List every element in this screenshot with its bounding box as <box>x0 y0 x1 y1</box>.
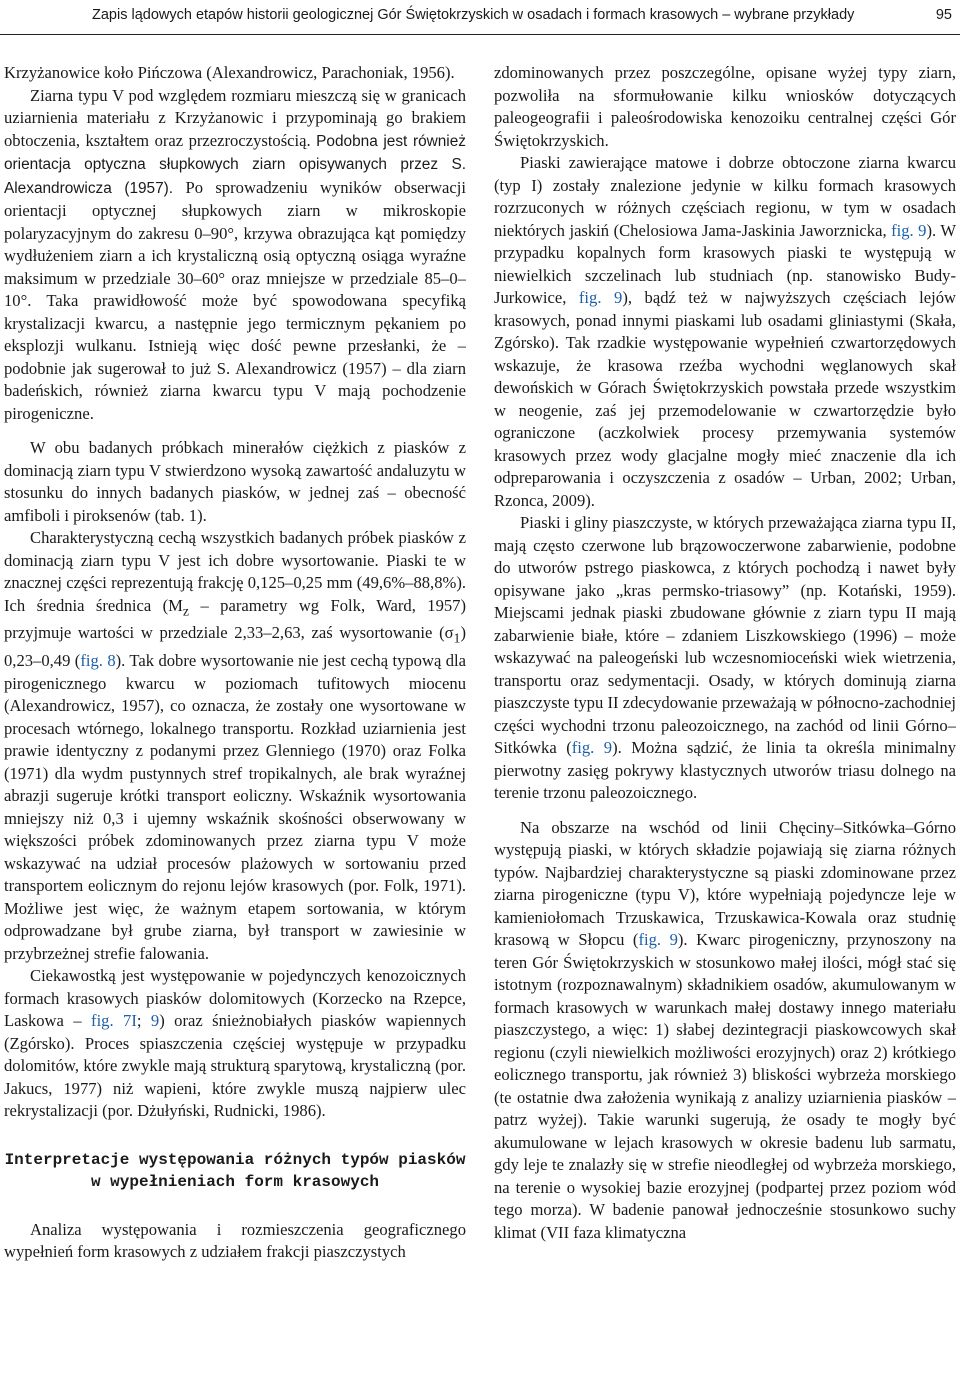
paragraph-text: ) 0,23–0,49 ( <box>4 623 466 671</box>
subscript: z <box>182 602 190 618</box>
section-heading <box>4 1149 466 1193</box>
figure-link[interactable]: fig. 9 <box>578 288 623 307</box>
paragraph-text: Na obszarze na wschód od linii Chęciny–Sitkówka–Górno występują piaski, w których składzie pojawiają się ziarna różnych typów. Najbardziej charakterystyczne są piaski zdominowane przez ziarna pirogeniczne (typu V), które wypełniają pojedyncze leje w kamieniołomach Trzuskawica, Trzuskawica-Kowala oraz studnię krasową w Słopcu ( <box>494 817 956 949</box>
paragraph <box>494 152 956 512</box>
page-number: 95 <box>935 7 952 23</box>
paragraph-text: – parametry wg Folk, Ward, 1957) przyjmuje wartości w przedziale 2,33–2,63, zaś wysortowanie (σ <box>4 595 466 643</box>
paragraph <box>4 85 466 426</box>
paragraph-text: Po sprowadzeniu wyników obserwacji orientacji optycznej słupkowych ziarn w mikroskopie polaryzacyjnym do zakresu 0–90°, krzywa obrazująca kąt pomiędzy wydłużeniem ziarn a ich krystaliczną osią optyczną osiąga wyraźne maksimum w przedziale 30–60° oraz mniejsze w przedziale 85–0–10°. Taka prawidłowość może być spowodowana specyfiką krystalizacji kwarcu, a następnie jego termicznym pękaniem po eksplozji wulkanu. Istnieją więc dość pewne przesłanki, że – podobnie jak sugerował to już S. Alexandrowicz (1957) – dla ziarn badeńskich, również ziarna kwarcu typu V mają pochodzenie pirogeniczne. <box>4 177 466 423</box>
paragraph: W obu badanych próbkach minerałów ciężkich z piasków z dominacją ziarn typu V stwierdzono wysoką zawartość andaluzytu w stosunku do innych badanych piasków, w jednej zaś – obecność amfiboli i piroksenów (tab. 1). <box>4 438 466 525</box>
paragraph-text: ). W przypadku kopalnych form krasowych piaski te występują w niewielkich szczelinach lub studniach (np. stanowisko Budy-Jurkowice, <box>494 220 956 307</box>
paragraph <box>4 965 466 1123</box>
paragraph <box>494 512 956 805</box>
paragraph-text: ). Kwarc pirogeniczny, przynoszony na teren Gór Świętokrzyskich w stosunkowo małej ilości, mógł stać się istotnym (rozpoznawalnym) składnikiem osadów, akumulowanym w formach krasowych w warunkach małej dostawy innego materiału piaszczystego, a więc: 1) słabej dezintegracji piaskowcowych skał regionu (czyli niewielkich możliwości erozyjnych) oraz 2) krótkiego eolicznego transportu, jak również 3) bliskości wybrzeża morskiego (te ostatnie dwa założenia wynikają z analizy uziarnienia piasków – patrz wyżej). Takie warunki sugerują, że osady te mogły być akumulowane w lejach krasowych w okresie badenu lub sarmatu, gdy leje te znalazły się w strefie nieodległej od wybrzeża morskiego, na terenie o wysokiej bazie erozyjnej (podpartej przez poziom wód tego morza). W badenie panował jednocześnie stosunkowo suchy klimat (VII faza klimatyczna <box>494 930 956 1242</box>
paragraph-text: ). Można sądzić, że linia ta określa minimalny pierwotny zasięg pokrywy klastycznych utworów triasu dolnego na terenie trzonu paleozoicznego. <box>494 738 956 802</box>
right-column <box>494 62 956 1388</box>
paragraph <box>494 817 956 1245</box>
paragraph: zdominowanych przez poszczególne, opisane wyżej typy ziarn, pozwoliła na sformułowanie kilku wniosków dotyczących paleogeografii i paleośrodowiska kenozoiku centralnej części Gór Świętokrzyskich. <box>494 63 956 150</box>
figure-link[interactable]: fig. 9 <box>638 930 678 949</box>
paragraph-text: ), bądź też w najwyższych częściach lejów krasowych, ponad innymi piaskami lub osadami gliniastymi (Skała, Zgórsko). Tak rzadkie występowanie wypełnień czwartorzędowych wskazuje, że krasowa rzeźba wychodni węglanowych skał dewońskich w Górach Świętokrzyskich powstała przede wszystkim w neogenie, zaś jej przemodelowanie w czwartorzędzie było ograniczone (aczkolwiek procesy przemywania systemów krasowych przez wody glacjalne mogły mieć znaczenie dla ich odpreparowania i oczyszczenia z osadów – Urban, 2002; Urban, Rzonca, 2009). <box>494 288 956 510</box>
paragraph-text: Ziarna typu V pod względem rozmiaru mieszczą się w granicach uziarnienia materiału z Krzyżanowic i przypominają go brakiem obtoczenia, kształtem oraz przezroczystością. <box>4 85 466 150</box>
running-header <box>0 0 960 35</box>
figure-link[interactable]: fig. 9 <box>571 738 613 757</box>
section-heading-line: Interpretacje występowania różnych typów piasków <box>4 1150 466 1169</box>
paragraph-text: Ciekawostką jest występowanie w pojedynczych kenozoicznych formach krasowych piasków dolomitowych (Korzecko na Rzepce, Laskowa – <box>4 966 466 1031</box>
paragraph: Krzyżanowice koło Pińczowa (Alexandrowicz, Parachoniak, 1956). <box>4 63 455 82</box>
left-column <box>4 62 466 1388</box>
figure-link[interactable]: 9 <box>150 1011 160 1031</box>
paragraph-text-sans: Podobna jest również orientacja optyczna słupkowych ziarn opisywanych przez S. Alexandrowicza (1957). <box>4 132 466 197</box>
paragraph-text: ; <box>136 1011 151 1031</box>
running-title: Zapis lądowych etapów historii geologicznej Gór Świętokrzyskich w osadach i formach krasowych – wybrane przykłady <box>92 7 855 23</box>
paragraph: Analiza występowania i rozmieszczenia geograficznego wypełnień form krasowych z udziałem frakcji piaszczystych <box>4 1219 466 1262</box>
paragraph-text: Charakterystyczną cechą wszystkich badanych próbek piasków z dominacją ziarn typu V jest ich dobre wysortowanie. Piaski te w znacznej części reprezentują frakcję 0,125–0,25 mm (49,6%–88,8%). Ich średnia średnica (M <box>4 528 466 615</box>
paragraph-text: Piaski zawierające matowe i dobrze obtoczone ziarna kwarcu (typ I) zostały znalezione jedynie w kilku formach krasowych rozrzuconych w różnych częściach regionu, w tym w osadach niektórych jaskiń (Chelosiowa Jama-Jaskinia Jaworznicka, <box>494 153 956 240</box>
figure-link[interactable]: fig. 7I <box>91 1011 137 1031</box>
paragraph-text: ). Tak dobre wysortowanie nie jest cechą typową dla pirogenicznego kwarcu w poziomach tufitowych miocenu (Alexandrowicz, 1957), co oznacza, że zostały one wysortowane w procesach wtórnego, lokalnego transportu. Rozkład uziarnienia jest prawie identyczny z podanymi przez Glenniego (1970) oraz Folka (1971) dla wydm pustynnych stref tropikalnych, ale brak wyraźnej abrazji sugeruje krótki transport eoliczny. Wskaźnik wysortowania mniejszy niż 0,3 i ujemny wskaźnik skośności obserwowany w większości próbek zdominowanych przez ziarna typu V może wskazywać na udział procesów plażowych w sortowaniu przed transportem eolicznym do rejonu lejów krasowych (por. Folk, 1971). Możliwe jest więc, że ważnym etapem sortowania, w którym odprowadzane był grube ziarna, był transport w zawiesinie w przybrzeżnej strefie falowania. <box>4 651 466 963</box>
subscript: 1 <box>453 630 461 646</box>
section-heading-line: w wypełnieniach form krasowych <box>90 1172 380 1191</box>
figure-link[interactable]: fig. 9 <box>891 220 927 240</box>
paragraph-text: ) oraz śnieżnobiałych piasków wapiennych (Zgórsko). Proces spiaszczenia częściej występuje w przypadku dolomitów, które zwykle mają strukturą sparytową, krystaliczną (por. Jakucs, 1977) niż wapieni, które zwykle muszą najpierw ulec rekrystalizacji (por. Dżułyński, Rudnicki, 1986). <box>4 1011 466 1121</box>
paragraph-text: Piaski i gliny piaszczyste, w których przeważająca ziarna typu II, mają często czerwone lub brązowoczerwone zabarwienie, podobne do utworów pstrego piaskowca, z których pochodzą i nawet były opisywane jako „kras permsko-triasowy” (np. Kotański, 1959). Miejscami jednak piaski zbudowane głównie z ziarn typu II mają zabarwienie białe, które – zdaniem Liszkowskiego (1996) – może wskazywać na paleogeński lub wczesnomioceński wiek wietrzenia, transportu oraz sedymentacji. Osady, w których dominują ziarna piaszczyste typu II zdecydowanie przeważają w północno-zachodniej części wychodni trzonu paleozoicznego, na zachód od linii Górno–Sitkówka ( <box>494 513 956 757</box>
figure-link[interactable]: fig. 8 <box>80 651 116 671</box>
paragraph <box>4 527 466 965</box>
